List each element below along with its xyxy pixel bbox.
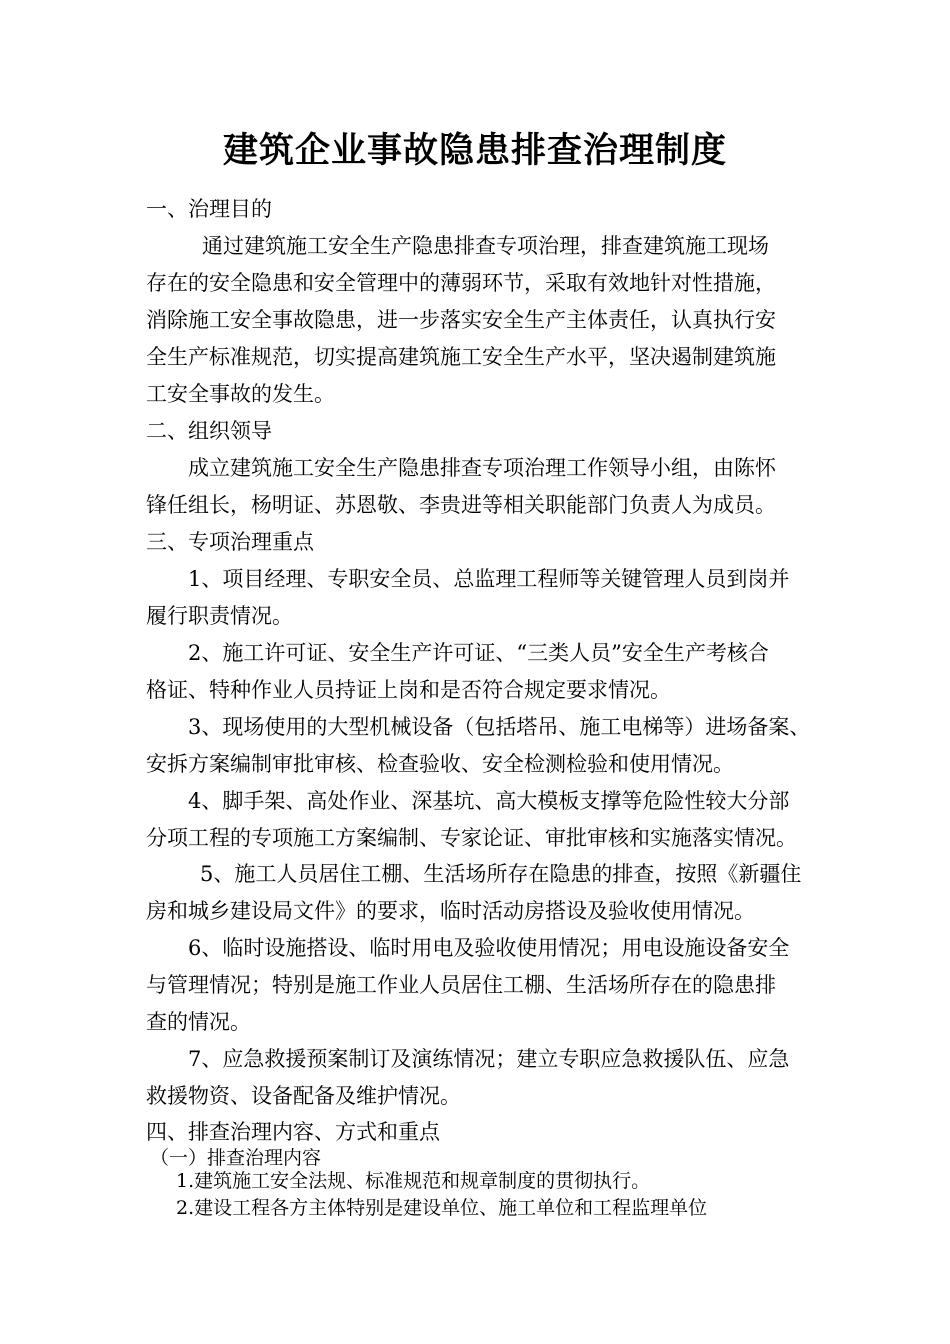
list-item-line: 格证、特种作业人员持证上岗和是否符合规定要求情况。: [146, 678, 671, 702]
list-item-line: 5、施工人员居住工棚、生活场所存在隐患的排查，按照《新疆住: [200, 862, 802, 886]
list-item-line: 6、临时设施搭设、临时用电及验收使用情况；用电设施设备安全: [188, 936, 790, 960]
list-item-line: 3、现场使用的大型机械设备（包括塔吊、施工电梯等）进场备案、: [188, 715, 811, 739]
list-item-line: 履行职责情况。: [146, 604, 293, 628]
paragraph-line: 存在的安全隐患和安全管理中的薄弱环节，采取有效地针对性措施，: [146, 271, 776, 295]
section-heading-4: 四、排查治理内容、方式和重点: [146, 1120, 440, 1144]
list-item-line: 安拆方案编制审批审核、检查验收、安全检测检验和使用情况。: [146, 752, 734, 776]
paragraph-line: 锋任组长，杨明证、苏恩敬、李贵进等相关职能部门负责人为成员。: [146, 493, 776, 517]
section-heading-3: 三、专项治理重点: [146, 530, 314, 554]
list-item-line: 1.建筑施工安全法规、标准规范和规章制度的贯彻执行。: [176, 1170, 651, 1192]
list-item-line: 分项工程的专项施工方案编制、专家论证、审批审核和实施落实情况。: [146, 826, 797, 850]
list-item-line: 4、脚手架、高处作业、深基坑、高大模板支撑等危险性较大分部: [188, 789, 790, 813]
paragraph-line: 成立建筑施工安全生产隐患排查专项治理工作领导小组，由陈怀: [188, 456, 776, 480]
section-heading-1: 一、治理目的: [146, 197, 272, 221]
list-item-line: 7、应急救援预案制订及演练情况；建立专职应急救援队伍、应急: [188, 1047, 790, 1071]
list-item-line: 1、项目经理、专职安全员、总监理工程师等关键管理人员到岗并: [188, 567, 790, 591]
paragraph-line: 全生产标准规范，切实提高建筑施工安全生产水平，坚决遏制建筑施: [146, 345, 776, 369]
list-item-line: 2、施工许可证、安全生产许可证、“三类人员”安全生产考核合: [188, 641, 769, 665]
paragraph-line: 通过建筑施工安全生产隐患排查专项治理，排查建筑施工现场: [202, 234, 769, 258]
section-heading-2: 二、组织领导: [146, 419, 272, 443]
document-title: 建筑企业事故隐患排查治理制度: [222, 131, 727, 171]
paragraph-line: 工安全事故的发生。: [146, 382, 335, 406]
subsection-heading: （一）排查治理内容: [150, 1147, 322, 1169]
list-item-line: 2.建设工程各方主体特别是建设单位、施工单位和工程监理单位: [176, 1197, 708, 1219]
list-item-line: 救援物资、设备配备及维护情况。: [146, 1084, 461, 1108]
list-item-line: 查的情况。: [146, 1010, 251, 1034]
paragraph-line: 消除施工安全事故隐患，进一步落实安全生产主体责任，认真执行安: [146, 308, 776, 332]
list-item-line: 房和城乡建设局文件》的要求，临时活动房搭设及验收使用情况。: [146, 899, 755, 923]
list-item-line: 与管理情况；特别是施工作业人员居住工棚、生活场所存在的隐患排: [146, 973, 776, 997]
